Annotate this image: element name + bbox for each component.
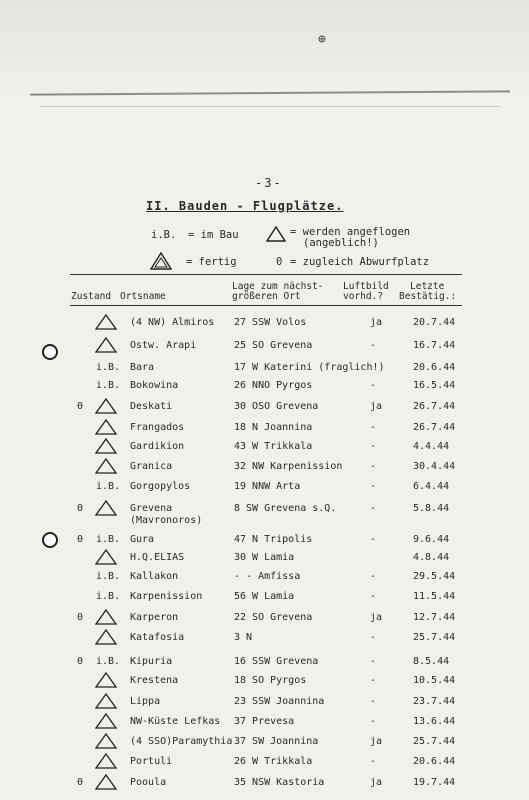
col-luftbild-2: vorhd.? [343, 291, 384, 302]
luftbild-cell: - [370, 696, 377, 707]
date-cell: 16.7.44 [413, 340, 456, 351]
col-ortsname: Ortsname [120, 291, 166, 302]
date-cell: 13.6.44 [413, 716, 456, 727]
luftbild-cell: - [370, 716, 377, 727]
table-row [0, 313, 529, 335]
lage-cell: 56 W Lamia [234, 591, 295, 602]
date-cell: 20.6.44 [413, 362, 456, 373]
triangle-icon [95, 500, 117, 519]
lage-cell: 3 N [234, 632, 253, 643]
luftbild-cell: - [370, 656, 377, 667]
triangle-icon [95, 314, 117, 333]
lage-cell: 35 NSW Kastoria [234, 777, 325, 788]
name-cell: Frangados [130, 422, 185, 433]
legend-flown-note: (angeblich!) [303, 237, 379, 249]
date-cell: 30.4.44 [413, 461, 456, 472]
fold-line [40, 106, 500, 107]
lage-cell: 18 SO Pyrgos [234, 675, 307, 686]
date-cell: 11.5.44 [413, 591, 456, 602]
triangle-icon [95, 438, 117, 457]
lage-cell: 17 W Katerini (fraglich!) [234, 362, 385, 373]
triangle-icon [95, 693, 117, 712]
table-row [0, 671, 529, 693]
lage-cell: 25 SO Grevena [234, 340, 313, 351]
date-cell: 16.5.44 [413, 380, 456, 391]
lage-cell: - - Amfissa [234, 571, 301, 582]
status-cell: i.B. [96, 481, 121, 492]
solid-triangle-icon [150, 252, 172, 270]
triangle-icon [95, 337, 117, 356]
status-cell: i.B. [96, 571, 121, 582]
luftbild-cell: - [370, 481, 377, 492]
triangle-icon [95, 419, 117, 438]
luftbild-cell: - [370, 441, 377, 452]
luftbild-cell: ja [370, 401, 383, 412]
name-cell: Ostw. Arapi [130, 340, 197, 351]
triangle-icon [95, 458, 117, 477]
table-row [0, 336, 529, 358]
date-cell: 6.4.44 [413, 481, 450, 492]
col-lage-2: größeren Ort [232, 291, 301, 302]
col-lage-1: Lage zum nächst- [232, 281, 324, 292]
luftbild-cell: ja [370, 612, 383, 623]
lage-cell: 18 N Joannina [234, 422, 313, 433]
table-row [0, 477, 529, 499]
table-row [0, 628, 529, 650]
legend-ib-abbr: i.B. [151, 229, 177, 241]
luftbild-cell: - [370, 632, 377, 643]
name-cell: (4 SSO)Paramythia [130, 736, 233, 747]
table-row [0, 712, 529, 734]
abwurf-mark: 0 [77, 612, 84, 623]
scan-shadow [0, 0, 529, 100]
header-rule [70, 305, 462, 306]
name-cell: Bokowina [130, 380, 179, 391]
date-cell: 20.7.44 [413, 317, 456, 328]
status-cell: i.B. [96, 534, 121, 545]
abwurf-mark: 0 [77, 534, 84, 545]
luftbild-cell: - [370, 461, 377, 472]
name-cell: NW-Küste Lefkas [130, 716, 221, 727]
status-cell: i.B. [96, 380, 121, 391]
table-row [0, 499, 529, 526]
col-zustand: Zustand [71, 291, 112, 302]
abwurf-mark: 0 [77, 777, 84, 788]
lage-cell: 8 SW Grevena s.Q. [234, 503, 337, 514]
legend-fertig-text: = fertig [186, 256, 237, 268]
luftbild-cell: - [370, 340, 377, 351]
luftbild-cell: - [370, 380, 377, 391]
col-letzte-1: Letzte [410, 281, 445, 292]
date-cell: 5.8.44 [413, 503, 450, 514]
lage-cell: 47 N Tripolis [234, 534, 313, 545]
date-cell: 25.7.44 [413, 736, 456, 747]
luftbild-cell: - [370, 534, 377, 545]
luftbild-cell: - [370, 571, 377, 582]
abwurf-mark: 0 [77, 503, 84, 514]
luftbild-cell: - [370, 675, 377, 686]
date-cell: 12.7.44 [413, 612, 456, 623]
triangle-icon [95, 398, 117, 417]
lage-cell: 26 W Trikkala [234, 756, 313, 767]
date-cell: 8.5.44 [413, 656, 450, 667]
name-sub-cell: (Mavronoros) [130, 515, 203, 526]
lage-cell: 27 SSW Volos [234, 317, 307, 328]
lage-cell: 37 Prevesa [234, 716, 295, 727]
name-cell: Karpenission [130, 591, 203, 602]
luftbild-cell: - [370, 503, 377, 514]
status-cell: i.B. [96, 591, 121, 602]
lage-cell: 43 W Trikkala [234, 441, 313, 452]
name-cell: Granica [130, 461, 173, 472]
name-cell: Bara [130, 362, 155, 373]
date-cell: 19.7.44 [413, 777, 456, 788]
lage-cell: 22 SO Grevena [234, 612, 313, 623]
lage-cell: 32 NW Karpenission [234, 461, 343, 472]
legend-ib-text: = im Bau [188, 229, 239, 241]
lage-cell: 19 NNW Arta [234, 481, 301, 492]
luftbild-cell: ja [370, 736, 383, 747]
status-cell: i.B. [96, 362, 121, 373]
date-cell: 25.7.44 [413, 632, 456, 643]
table-row [0, 692, 529, 714]
col-luftbild-1: Luftbild [343, 281, 389, 292]
date-cell: 9.6.44 [413, 534, 450, 545]
legend-zero-symbol: 0 [276, 256, 283, 268]
date-cell: 26.7.44 [413, 401, 456, 412]
date-cell: 4.8.44 [413, 552, 450, 563]
name-cell: Karperon [130, 612, 179, 623]
name-cell: Gorgopylos [130, 481, 191, 492]
name-cell: Kallakon [130, 571, 179, 582]
name-cell: Gura [130, 534, 155, 545]
name-cell: (4 NW) Almiros [130, 317, 215, 328]
luftbild-cell: ja [370, 777, 383, 788]
lage-cell: 37 SW Joannina [234, 736, 319, 747]
triangle-icon [95, 733, 117, 752]
table-row [0, 773, 529, 795]
table-row [0, 608, 529, 630]
table-row [0, 752, 529, 774]
section-heading: II. Bauden - Flugplätze. [146, 199, 344, 213]
header-rule [70, 274, 462, 275]
table-row [0, 376, 529, 398]
name-cell: Katafosia [130, 632, 185, 643]
col-letzte-2: Bestätig.: [399, 291, 457, 302]
table-row [0, 457, 529, 479]
lage-cell: 30 OSO Grevena [234, 401, 319, 412]
table-row [0, 437, 529, 459]
abwurf-mark: 0 [77, 401, 84, 412]
triangle-icon [95, 753, 117, 772]
luftbild-cell: - [370, 422, 377, 433]
date-cell: 4.4.44 [413, 441, 450, 452]
lage-cell: 30 W Lamia [234, 552, 295, 563]
date-cell: 26.7.44 [413, 422, 456, 433]
triangle-icon [95, 713, 117, 732]
status-cell: i.B. [96, 656, 121, 667]
triangle-icon [95, 629, 117, 648]
triangle-icon [95, 672, 117, 691]
table-row [0, 397, 529, 419]
name-cell: Kipuria [130, 656, 173, 667]
page-number: -3- [255, 176, 283, 190]
luftbild-cell: - [370, 756, 377, 767]
name-cell: Krestena [130, 675, 179, 686]
name-cell: Pooula [130, 777, 167, 788]
legend-flown-text: = werden angeflogen [290, 226, 411, 238]
triangle-icon [95, 609, 117, 628]
luftbild-cell: ja [370, 317, 383, 328]
lage-cell: 16 SSW Grevena [234, 656, 319, 667]
lage-cell: 26 NNO Pyrgos [234, 380, 313, 391]
name-cell: Portuli [130, 756, 173, 767]
table-row [0, 732, 529, 754]
table-row [0, 567, 529, 589]
triangle-icon [266, 226, 286, 242]
name-cell: Gardikion [130, 441, 185, 452]
luftbild-cell: - [370, 591, 377, 602]
triangle-icon [95, 774, 117, 793]
lage-cell: 23 SSW Joannina [234, 696, 325, 707]
date-cell: 29.5.44 [413, 571, 456, 582]
name-cell: Lippa [130, 696, 161, 707]
legend-zero-text: = zugleich Abwurfplatz [290, 256, 430, 268]
date-cell: 23.7.44 [413, 696, 456, 707]
date-cell: 20.6.44 [413, 756, 456, 767]
date-cell: 10.5.44 [413, 675, 456, 686]
name-cell: Deskati [130, 401, 173, 412]
name-cell: H.Q.ELIAS [130, 552, 185, 563]
paper-mark-icon: ⊕ [318, 32, 326, 47]
abwurf-mark: 0 [77, 656, 84, 667]
table-row [0, 587, 529, 609]
name-cell: Grevena [130, 503, 173, 514]
triangle-icon [95, 549, 117, 568]
